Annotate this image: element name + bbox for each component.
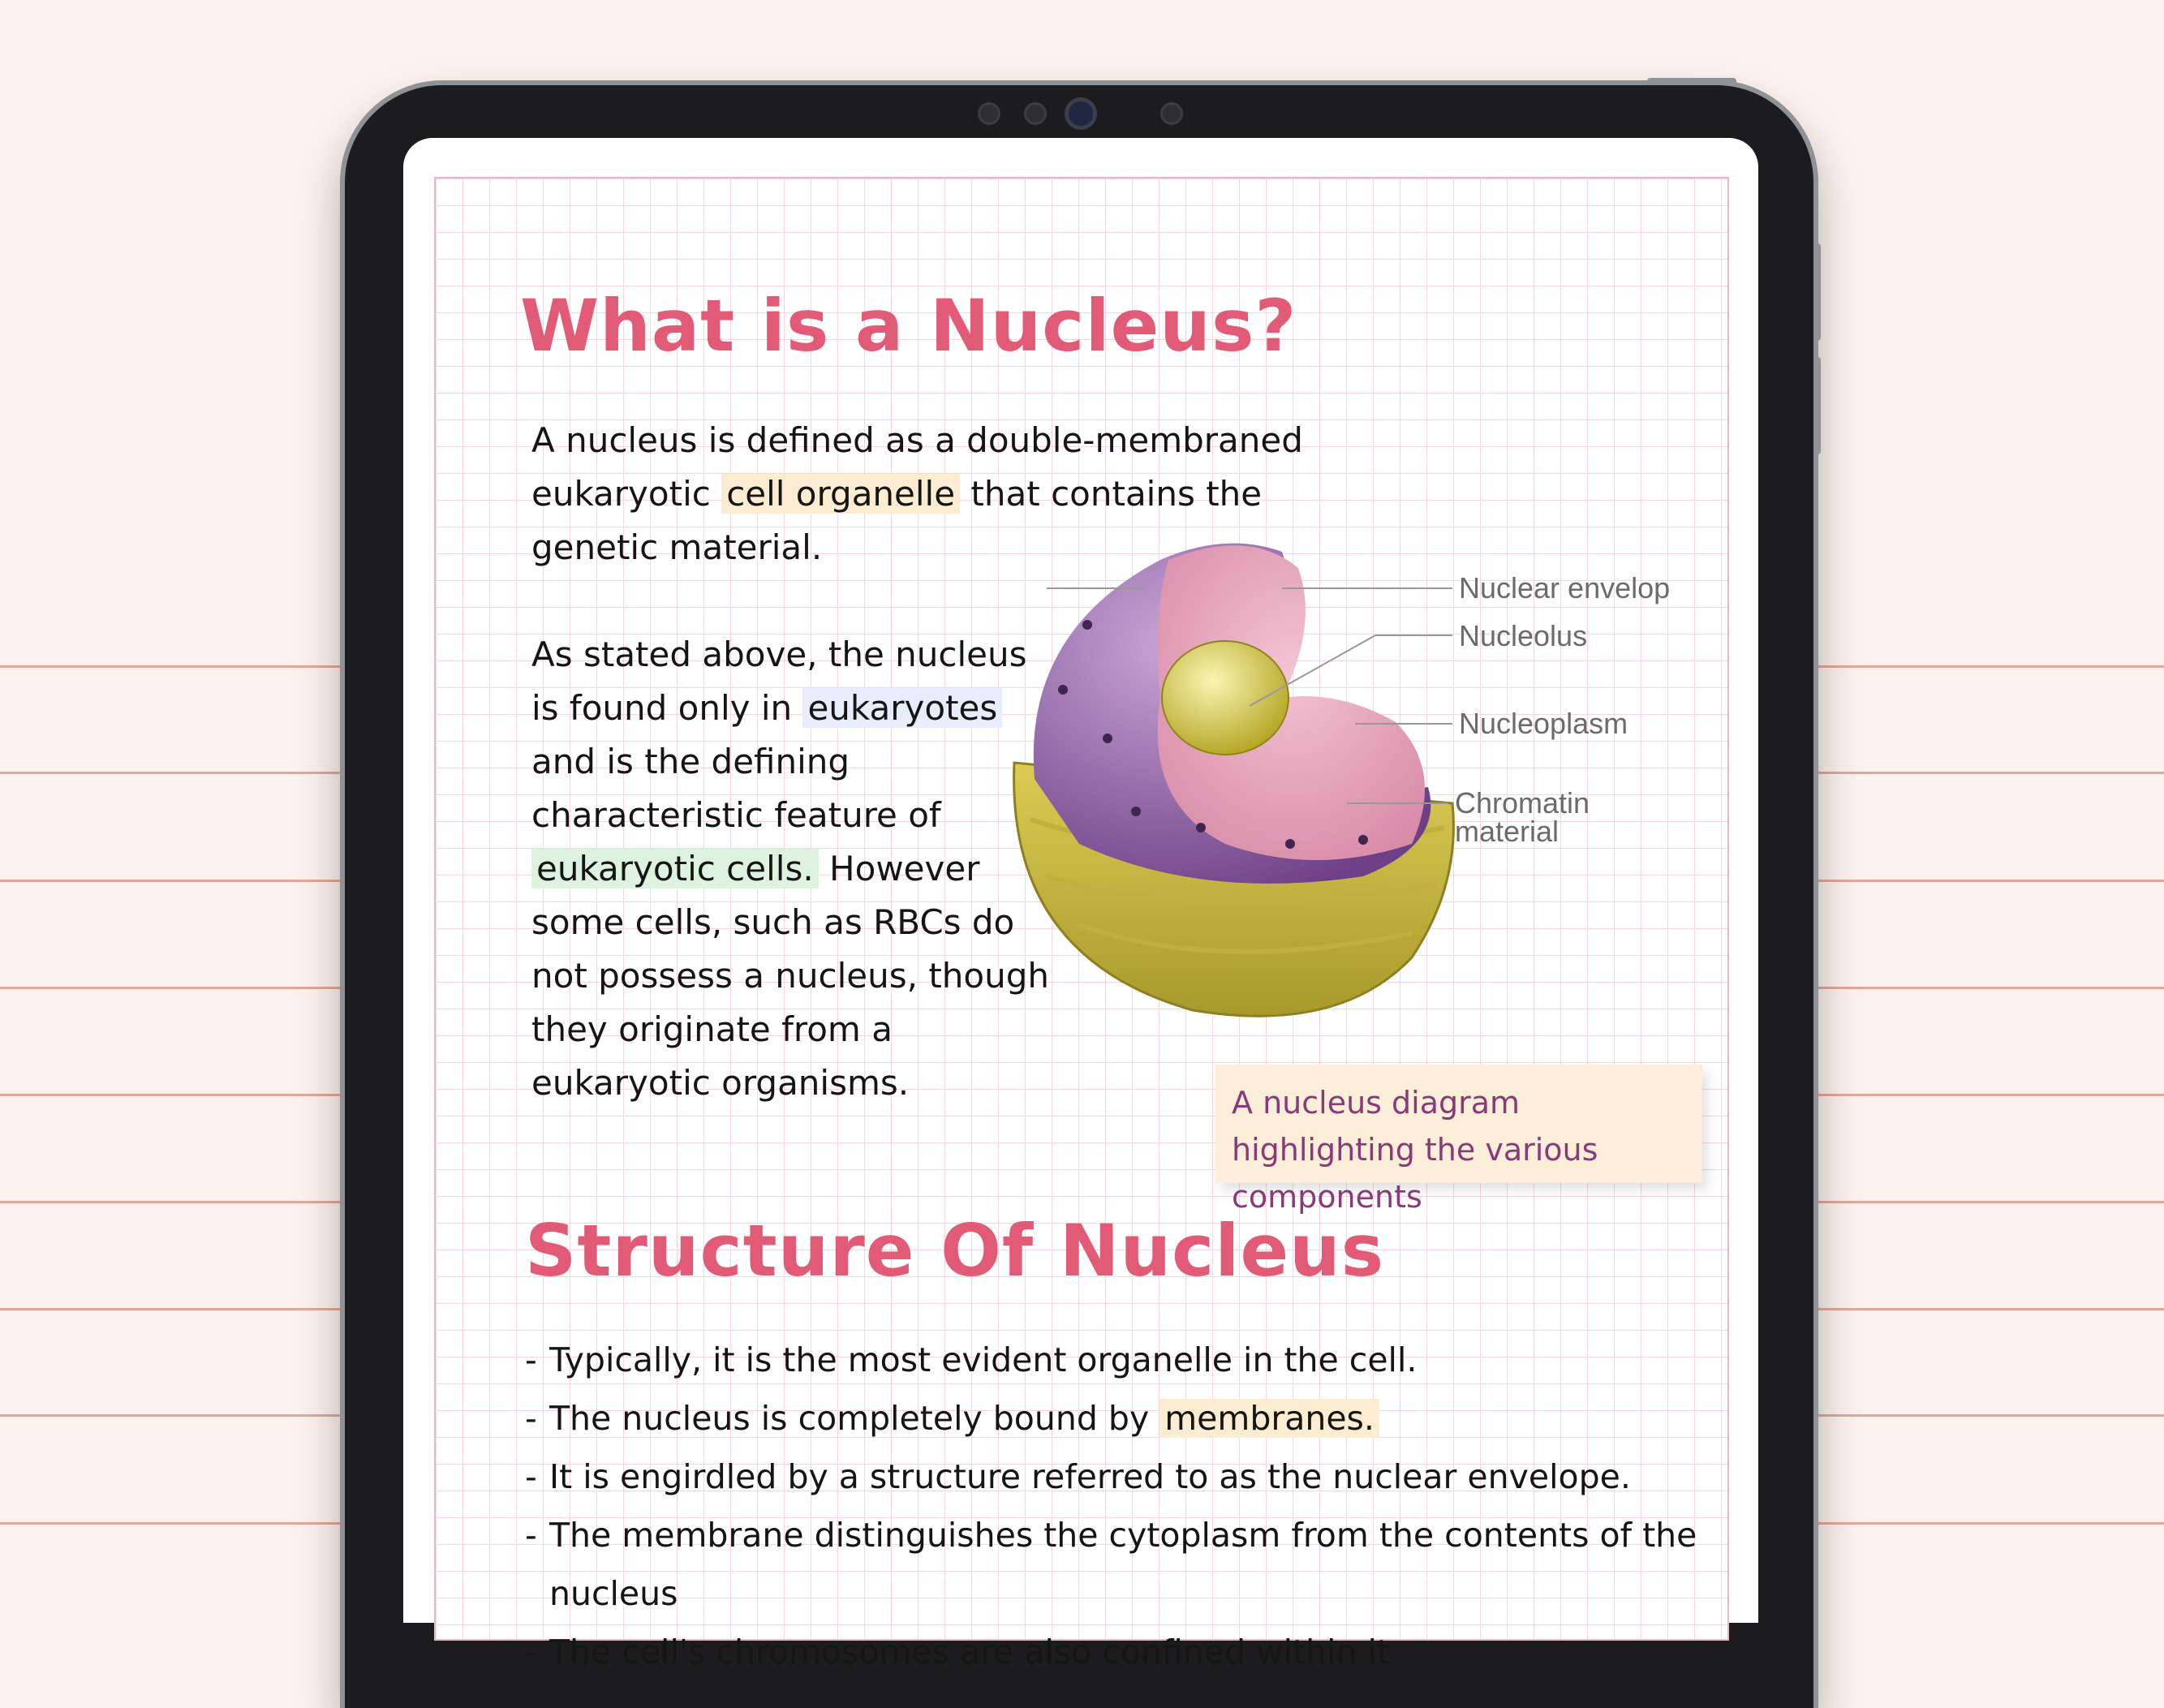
list-item [525, 1623, 1726, 1681]
chromatin-dot [1082, 620, 1092, 630]
section-title: Structure Of Nucleus [525, 1209, 1385, 1293]
para-text: As stated above, the nucleus is found only in [531, 635, 1027, 728]
tablet-volume-button [1814, 243, 1821, 341]
list-item [525, 1448, 1726, 1506]
highlight-membranes: membranes. [1159, 1399, 1379, 1438]
highlight-cell-organelle: cell organelle [721, 474, 960, 514]
label-chromatin: Chromatin [1455, 786, 1590, 820]
list-item [525, 1389, 1726, 1448]
label-nucleoplasm: Nucleoplasm [1459, 707, 1628, 740]
intro-text: A nucleus is defined as a double-membraned eukaryotic [531, 420, 1303, 514]
label-nucleolus: Nucleolus [1459, 619, 1588, 652]
chromatin-dot [1196, 823, 1206, 832]
diagram-caption-note [1215, 1065, 1702, 1215]
para-text: However some cells, such as RBCs do not possess a nucleus, though they originate from a eukaryotic organisms. [531, 849, 1050, 1103]
structure-list [525, 1331, 1726, 1681]
list-item-text: It is engirdled by a structure referred to as the nuclear envelope. [549, 1457, 1631, 1496]
caption-text: A nucleus diagram highlighting the various components [1232, 1085, 1598, 1215]
tablet-volume-button [1814, 357, 1821, 454]
list-item-text: Typically, it is the most evident organelle in the cell. [549, 1340, 1418, 1379]
list-item-text: The nucleus is completely bound by [549, 1399, 1160, 1438]
camera-lens-icon [1065, 97, 1097, 130]
nucleus-diagram [957, 536, 1736, 1039]
chromatin-dot [1285, 839, 1295, 849]
nucleolus-shape [1162, 641, 1289, 755]
sensor-icon [978, 102, 1000, 125]
list-item [525, 1331, 1726, 1389]
sensor-icon [1024, 102, 1047, 125]
list-item-text: The membrane distinguishes the cytoplasm from the contents of the nucleus [549, 1516, 1697, 1613]
list-item-text: The cell's chromosomes are also confined within it [549, 1633, 1390, 1671]
intro-text-end: that contains the genetic material. [531, 474, 1263, 567]
para-text: and is the defining characteristic feature of [531, 742, 941, 835]
chromatin-dot [1358, 835, 1368, 845]
label-nuclear-envelop: Nuclear envelop [1459, 571, 1671, 604]
highlight-eukaryotic-cells: eukaryotic cells. [531, 849, 819, 888]
chromatin-dot [1131, 807, 1141, 816]
highlight-eukaryotes: eukaryotes [802, 688, 1002, 728]
chromatin-dot [1103, 734, 1112, 743]
label-material: material [1455, 815, 1560, 848]
camera-bar [811, 97, 1136, 130]
page-title: What is a Nucleus? [520, 284, 1297, 368]
sensor-icon [1160, 102, 1183, 125]
list-item [525, 1506, 1726, 1623]
tablet-top-button [1647, 78, 1736, 84]
chromatin-dot [1058, 685, 1068, 695]
